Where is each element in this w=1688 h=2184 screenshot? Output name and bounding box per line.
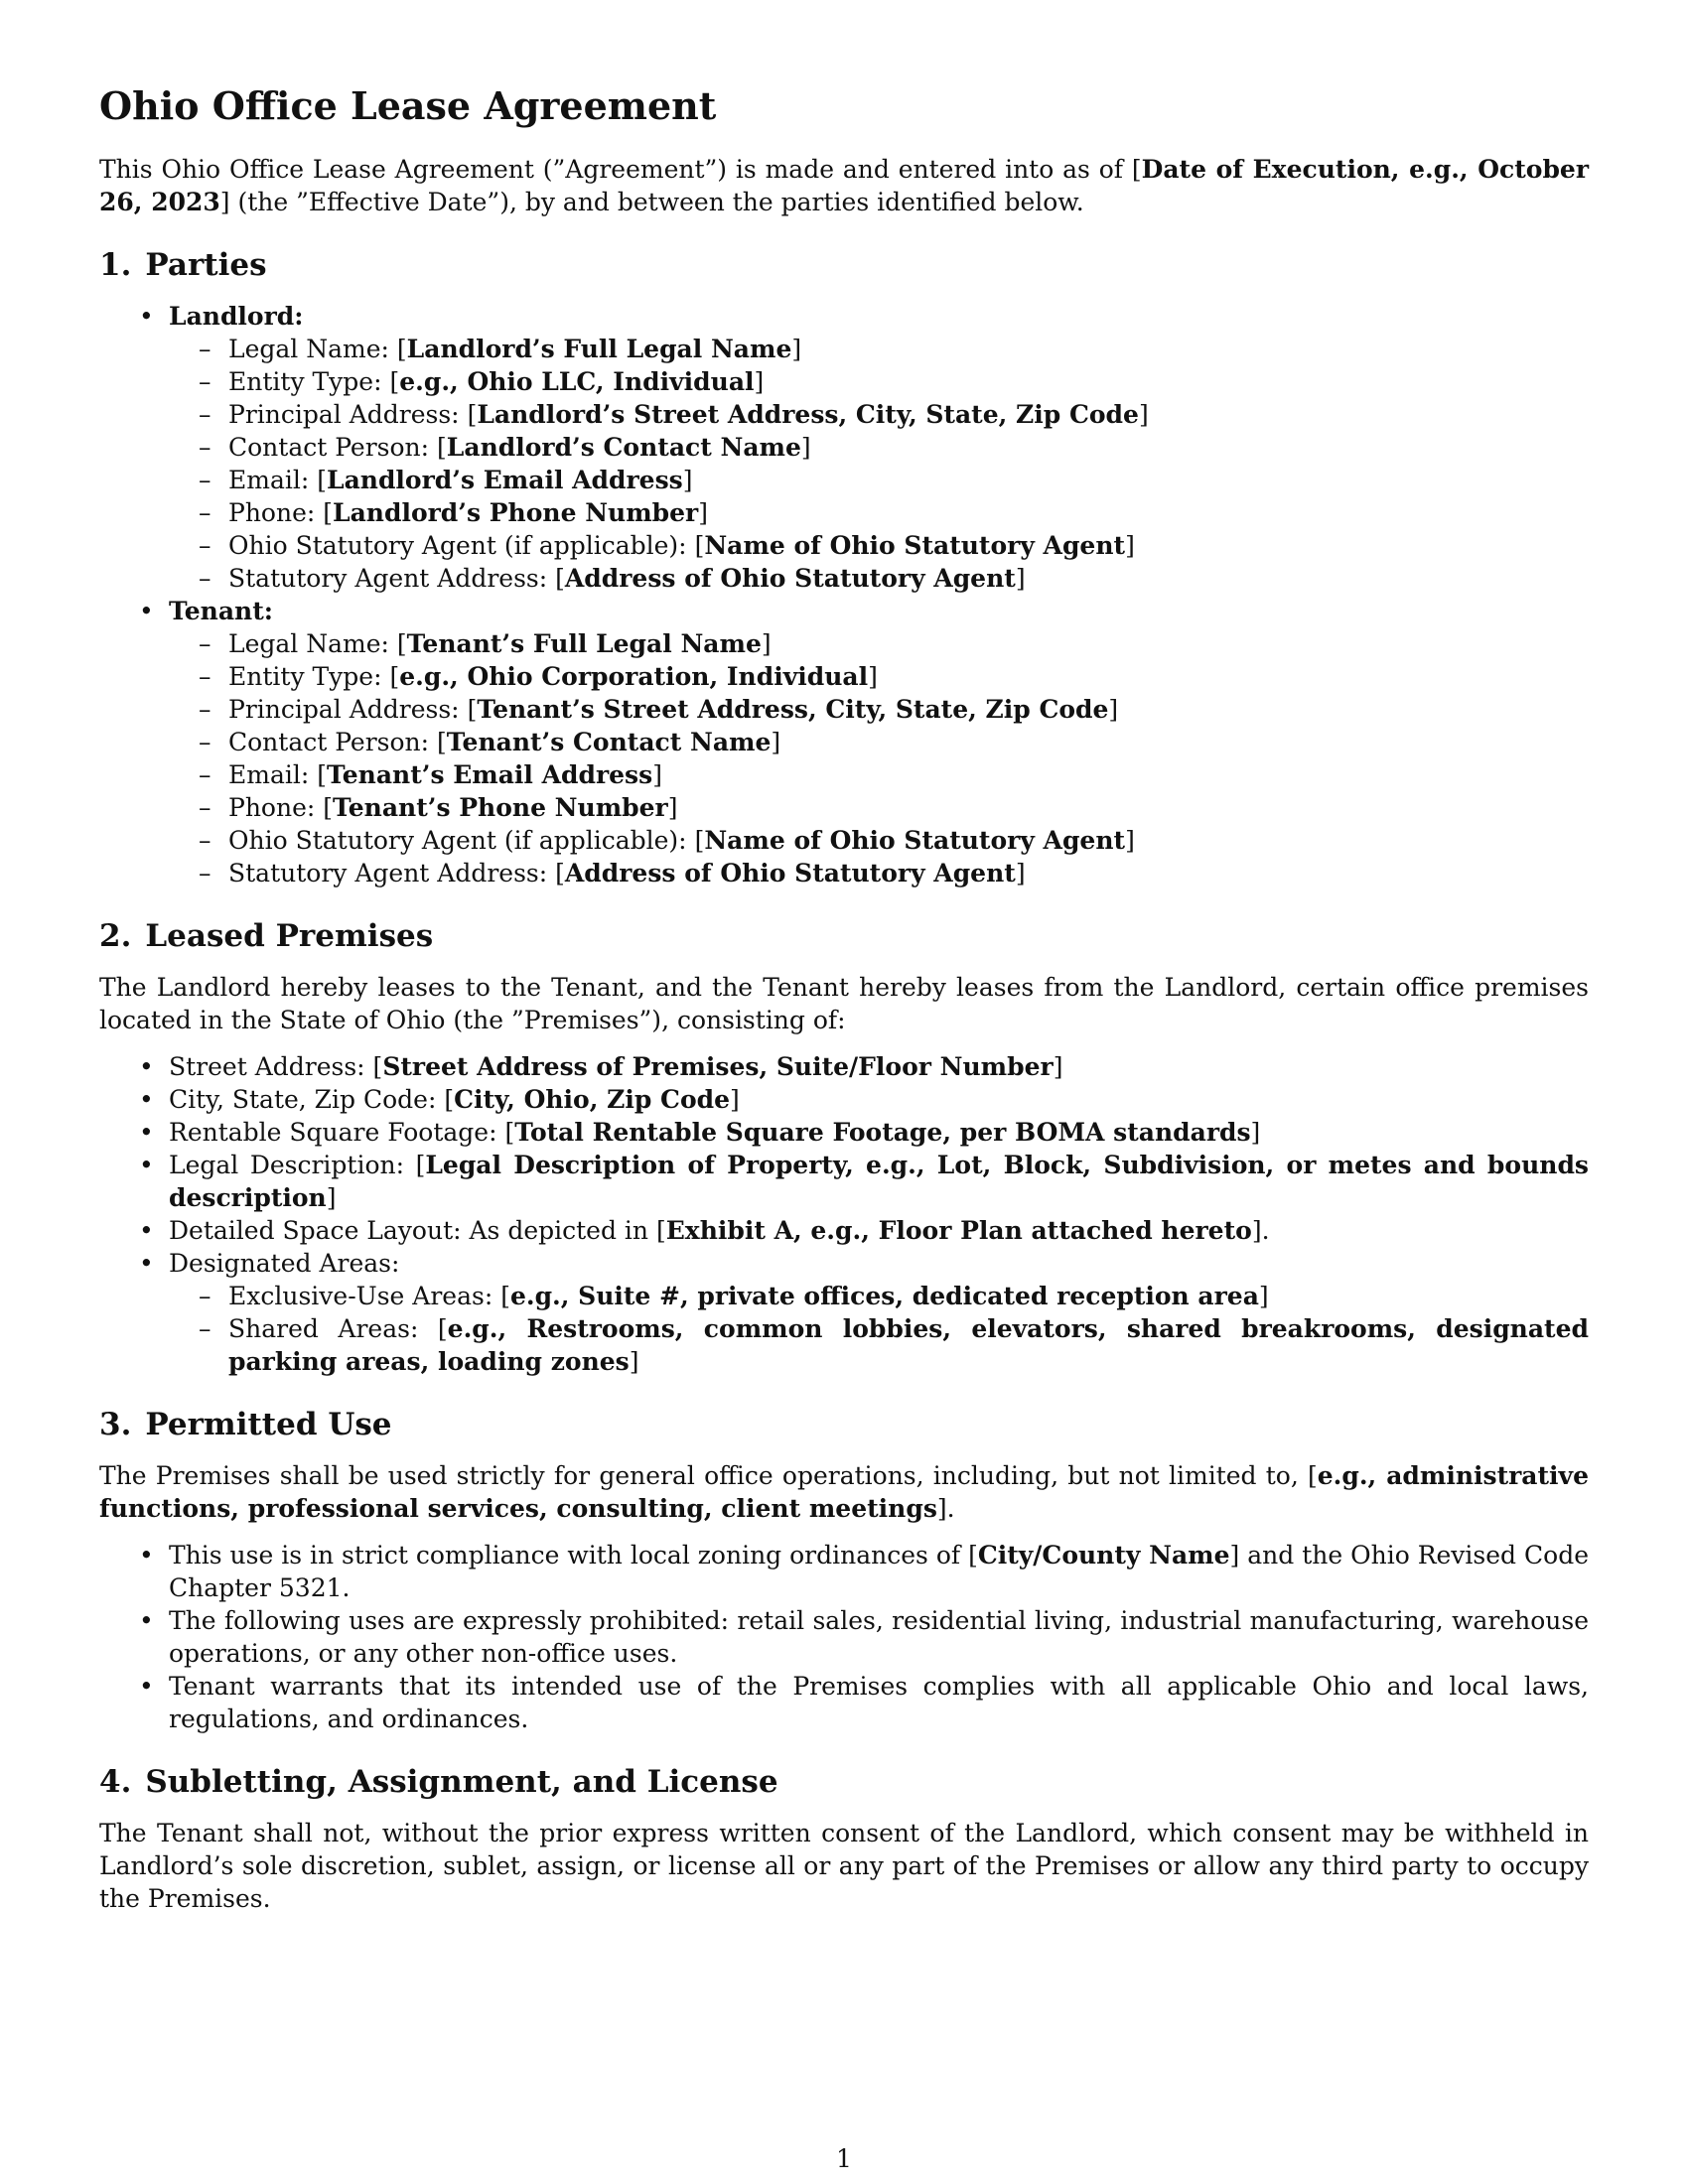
uses-placeholder: e.g., administrative functions, professional services, consulting, client meetings [99,1461,1589,1523]
paragraph-text: ]. [936,1494,955,1523]
field-placeholder: Landlord’s Street Address, City, State, Zip Code [477,400,1139,429]
field-placeholder: Tenant’s Phone Number [333,793,668,822]
intro-text-2: ] (the ”Effective Date”), by and between the parties identified below. [219,188,1084,216]
field-placeholder: Landlord’s Full Legal Name [406,335,792,363]
field-label: Ohio Statutory Agent (if applicable): [228,826,695,855]
tenant-label: Tenant: [169,597,273,625]
field-placeholder: Name of Ohio Statutory Agent [704,531,1126,560]
list-item: • Street Address: [Street Address of Premises, Suite/Floor Number] [99,1050,1589,1083]
field-label: Detailed Space Layout: As depicted in [169,1216,656,1245]
section-1-heading [99,246,1589,284]
list-item: • Legal Description: [Legal Description of Property, e.g., Lot, Block, Subdivision, or metes and bounds description] [99,1149,1589,1214]
list-item: – Contact Person: [Landlord’s Contact Name] [169,431,1589,464]
list-item: – Email: [Landlord’s Email Address] [169,464,1589,496]
subletting-paragraph: The Tenant shall not, without the prior express written consent of the Landlord, which consent may be withheld in Landlord’s sole discretion, sublet, assign, or license all or any part of the Premises or allow any third party to occupy the Premises. [99,1819,1589,1913]
list-item: – Entity Type: [e.g., Ohio LLC, Individual] [169,365,1589,398]
field-label: Email: [228,760,318,789]
parties-list [99,300,1589,889]
field-label: Statutory Agent Address: [228,564,556,593]
field-label: Phone: [228,793,324,822]
field-placeholder: Address of Ohio Statutory Agent [564,564,1016,593]
list-item: – Ohio Statutory Agent (if applicable): [Name of Ohio Statutory Agent] [169,529,1589,562]
section-number: 2. [99,918,132,954]
list-item: • City, State, Zip Code: [City, Ohio, Zip Code] [99,1083,1589,1116]
section-number: 1. [99,247,132,283]
field-placeholder: e.g., Ohio Corporation, Individual [399,662,869,691]
field-placeholder: Name of Ohio Statutory Agent [704,826,1126,855]
field-placeholder: Legal Description of Property, e.g., Lot, Block, Subdivision, or metes and bounds description [169,1151,1589,1212]
list-item: – Legal Name: [Landlord’s Full Legal Name] [169,333,1589,365]
list-item: – Ohio Statutory Agent (if applicable): [Name of Ohio Statutory Agent] [169,824,1589,857]
field-placeholder: Landlord’s Contact Name [446,433,801,462]
field-label: Email: [228,466,318,494]
section-2-heading [99,917,1589,955]
landlord-details [169,333,1589,595]
field-label: Exclusive-Use Areas: [228,1282,501,1310]
premises-list [99,1050,1589,1378]
field-placeholder: Tenant’s Contact Name [446,728,772,756]
list-item [99,1247,1589,1378]
field-label: Shared Areas: [228,1314,438,1343]
field-label: Legal Name: [228,335,397,363]
list-item: • The following uses are expressly prohibited: retail sales, residential living, industrial manufacturing, warehouse operations, or any other non-office uses. [99,1604,1589,1670]
field-label: Phone: [228,498,324,527]
field-placeholder: Tenant’s Street Address, City, State, Zip Code [477,695,1109,724]
field-placeholder: e.g., Restrooms, common lobbies, elevators, shared breakrooms, designated parking areas, loading zones [228,1314,1589,1376]
designated-areas-label: Designated Areas: [169,1249,400,1278]
document-body [99,83,1589,1929]
document-title: Ohio Office Lease Agreement [99,83,717,128]
field-placeholder: Street Address of Premises, Suite/Floor Number [382,1052,1054,1081]
city-county-placeholder: City/County Name [977,1541,1230,1570]
list-item: – Principal Address: [Landlord’s Street Address, City, State, Zip Code] [169,398,1589,431]
field-label: City, State, Zip Code: [169,1085,445,1114]
section-title: Parties [145,247,267,283]
section-number: 4. [99,1764,132,1800]
list-item: – Contact Person: [Tenant’s Contact Name] [169,726,1589,758]
field-label: Statutory Agent Address: [228,859,556,887]
section-number: 3. [99,1407,132,1442]
tenant-details [169,627,1589,889]
field-suffix: . [1261,1216,1270,1245]
field-label: Legal Name: [228,629,397,658]
permitted-use-list [99,1539,1589,1735]
field-label: Street Address: [169,1052,373,1081]
tenant-item [99,595,1589,889]
field-label: Rentable Square Footage: [169,1118,505,1147]
field-placeholder: e.g., Ohio LLC, Individual [399,367,755,396]
paragraph-text: The Premises shall be used strictly for general office operations, including, but not limited to, [ [99,1461,1318,1490]
field-label: Entity Type: [228,367,390,396]
field-placeholder: Exhibit A, e.g., Floor Plan attached hereto [665,1216,1252,1245]
list-item: – Entity Type: [e.g., Ohio Corporation, Individual] [169,660,1589,693]
designated-areas-list [169,1280,1589,1378]
list-item: – Phone: [Tenant’s Phone Number] [169,791,1589,824]
field-label: Legal Description: [169,1151,416,1179]
premises-paragraph: The Landlord hereby leases to the Tenant, and the Tenant hereby leases from the Landlord, certain office premises located in the State of Ohio (the ”Premises”), consisting of: [99,973,1589,1034]
field-label: Contact Person: [228,433,438,462]
list-item: – Statutory Agent Address: [Address of Ohio Statutory Agent] [169,562,1589,595]
list-item: • Detailed Space Layout: As depicted in [Exhibit A, e.g., Floor Plan attached hereto]. [99,1214,1589,1247]
field-label: Principal Address: [228,400,468,429]
section-title: Leased Premises [145,918,434,954]
list-item: – Phone: [Landlord’s Phone Number] [169,496,1589,529]
list-item: – Exclusive-Use Areas: [e.g., Suite #, private offices, dedicated reception area] [169,1280,1589,1312]
field-label: Entity Type: [228,662,390,691]
effective-date-placeholder: Date of Execution, e.g., October 26, 2023 [99,155,1589,216]
field-label: Contact Person: [228,728,438,756]
field-placeholder: Total Rentable Square Footage, per BOMA standards [514,1118,1251,1147]
intro-paragraph [99,153,1589,218]
list-item: – Email: [Tenant’s Email Address] [169,758,1589,791]
field-placeholder: Landlord’s Email Address [327,466,683,494]
field-label: Ohio Statutory Agent (if applicable): [228,531,695,560]
field-label: Principal Address: [228,695,468,724]
list-text: ] and the Ohio Revised Code Chapter 5321. [169,1541,1589,1602]
list-item [99,1539,1589,1604]
intro-text-1: This Ohio Office Lease Agreement (”Agreement”) is made and entered into as of [ [99,155,1142,184]
permitted-use-paragraph [99,1459,1589,1525]
landlord-item [99,300,1589,595]
section-3-heading [99,1406,1589,1443]
section-4-heading [99,1763,1589,1801]
field-placeholder: Tenant’s Full Legal Name [406,629,762,658]
list-item: – Shared Areas: [e.g., Restrooms, common lobbies, elevators, shared breakrooms, designated parking areas, loading zones] [169,1312,1589,1378]
field-placeholder: Address of Ohio Statutory Agent [564,859,1016,887]
field-placeholder: Tenant’s Email Address [327,760,653,789]
list-item: – Principal Address: [Tenant’s Street Address, City, State, Zip Code] [169,693,1589,726]
field-placeholder: Landlord’s Phone Number [333,498,699,527]
field-placeholder: e.g., Suite #, private offices, dedicated reception area [509,1282,1259,1310]
list-item: • Tenant warrants that its intended use of the Premises complies with all applicable Ohio and local laws, regulations, and ordinances. [99,1670,1589,1735]
list-item: – Statutory Agent Address: [Address of Ohio Statutory Agent] [169,857,1589,889]
list-text: This use is in strict compliance with local zoning ordinances of [ [169,1541,978,1570]
landlord-label: Landlord: [169,302,304,331]
list-item: • Rentable Square Footage: [Total Rentable Square Footage, per BOMA standards] [99,1116,1589,1149]
field-placeholder: City, Ohio, Zip Code [454,1085,731,1114]
list-item: – Legal Name: [Tenant’s Full Legal Name] [169,627,1589,660]
section-title: Permitted Use [145,1407,392,1442]
page-number: 1 [836,2144,852,2173]
section-title: Subletting, Assignment, and License [145,1764,778,1800]
